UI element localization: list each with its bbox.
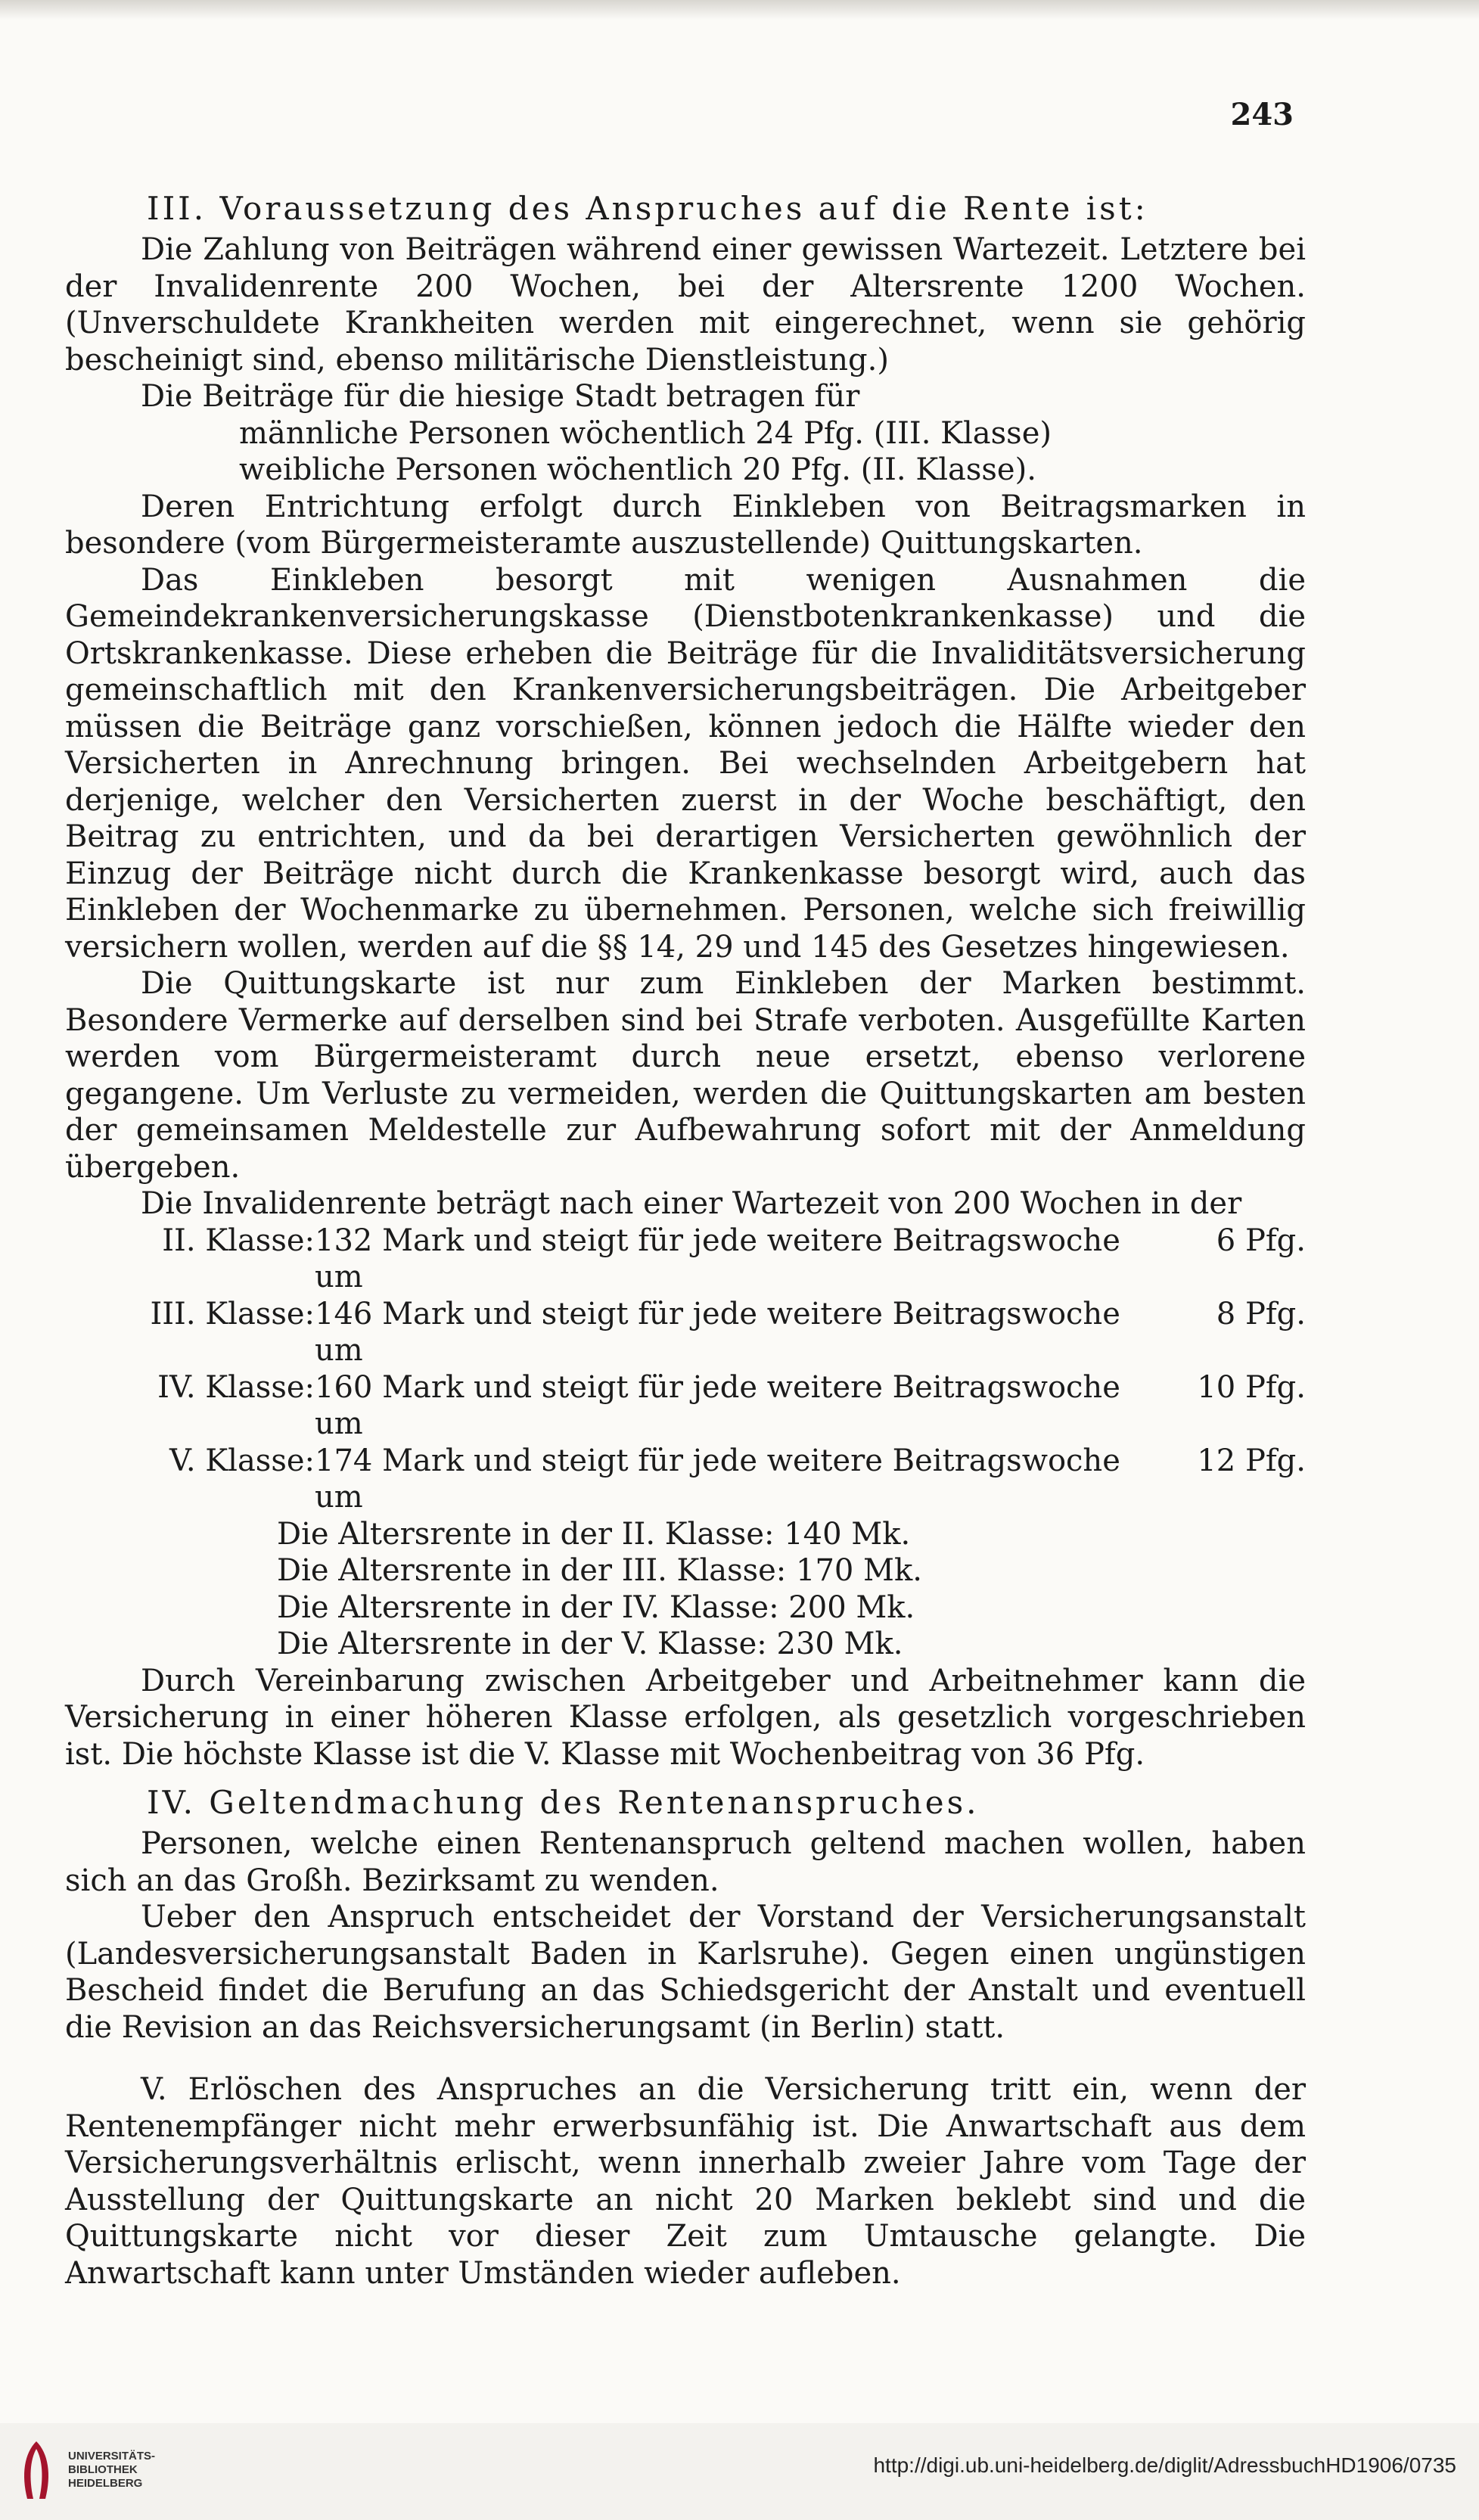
- paragraph: Die Invalidenrente beträgt nach einer Wartezeit von 200 Wochen in der: [141, 1186, 1242, 1221]
- rate-text: 174 Mark und steigt für jede weitere Beitragswoche um: [315, 1443, 1120, 1515]
- page-number: 243: [1230, 97, 1294, 132]
- university-library-logo: [17, 2438, 155, 2502]
- rate-row: [65, 1369, 1306, 1443]
- rate-value: 12 Pfg.: [1197, 1443, 1306, 1478]
- rate-value: 8 Pfg.: [1216, 1296, 1306, 1331]
- rate-class: V. Klasse:: [169, 1443, 315, 1478]
- paragraph: Durch Vereinbarung zwischen Arbeitgeber und Arbeitnehmer kann die Versicherung in einer höheren Klasse erfolgen, als gesetzlich vorgeschrieben ist. Die höchste Klasse ist die V. Klasse mit Wochenbeitrag von 36 Pfg.: [65, 1663, 1306, 1772]
- contribution-line-female: weibliche Personen wöchentlich 20 Pfg. (II. Klasse).: [239, 452, 1036, 487]
- paragraph: Ueber den Anspruch entscheidet der Vorstand der Versicherungsanstalt (Landesversicherungsanstalt Baden in Karlsruhe). Gegen einen ungünstigen Bescheid findet die Berufung an das Schiedsgericht der Anstalt und eventuell die Revision an das Reichsversicherungsamt (in Berlin) statt.: [65, 1900, 1306, 2045]
- rate-row: [65, 1296, 1306, 1369]
- altersrente-line: Die Altersrente in der V. Klasse: 230 Mk.: [277, 1627, 903, 1661]
- rate-text: 160 Mark und steigt für jede weitere Beitragswoche um: [315, 1369, 1120, 1441]
- footer-bar: [0, 2423, 1479, 2520]
- library-name: [68, 2450, 155, 2490]
- logo-line: UNIVERSITÄTS-: [68, 2450, 156, 2463]
- altersrente-line: Die Altersrente in der IV. Klasse: 200 Mk.: [277, 1589, 915, 1625]
- altersrente-list: [65, 1516, 1306, 1663]
- rate-value: 10 Pfg.: [1197, 1369, 1306, 1405]
- invalidenrente-table: [65, 1223, 1306, 1516]
- rate-value: 6 Pfg.: [1216, 1223, 1306, 1258]
- rate-class: II. Klasse:: [162, 1223, 315, 1258]
- altersrente-line: Die Altersrente in der III. Klasse: 170 Mk.: [277, 1553, 922, 1588]
- rate-class: IV. Klasse:: [157, 1369, 315, 1405]
- altersrente-line: Die Altersrente in der II. Klasse: 140 Mk.: [277, 1516, 911, 1552]
- rate-row: [65, 1223, 1306, 1296]
- section-iv-heading: IV. Geltendmachung des Rentenanspruches.: [147, 1784, 980, 1821]
- rate-text: 146 Mark und steigt für jede weitere Beitragswoche um: [315, 1296, 1120, 1368]
- logo-line: BIBLIOTHEK: [68, 2463, 138, 2476]
- scan-edge: [0, 0, 1479, 20]
- paragraph: Personen, welche einen Rentenanspruch geltend machen wollen, haben sich an das Großh. Bezirksamt zu wenden.: [65, 1826, 1306, 1898]
- rate-class: III. Klasse:: [150, 1296, 315, 1331]
- rate-row: [65, 1443, 1306, 1516]
- rate-text: 132 Mark und steigt für jede weitere Beitragswoche um: [315, 1223, 1120, 1294]
- page-body: [65, 189, 1306, 2292]
- logo-line: HEIDELBERG: [68, 2477, 143, 2490]
- paragraph: Die Zahlung von Beiträgen während einer gewissen Wartezeit. Letztere bei der Invalidenrente 200 Wochen, bei der Altersrente 1200 Wochen. (Unverschuldete Krankheiten werden mit eingerechnet, wenn sie gehörig bescheinigt sind, ebenso militärische Dienstleistung.): [65, 232, 1306, 378]
- paragraph: Die Beiträge für die hiesige Stadt betragen für: [141, 379, 860, 414]
- section-v-paragraph: V. Erlöschen des Anspruches an die Versicherung tritt ein, wenn der Rentenempfänger nicht mehr erwerbsunfähig ist. Die Anwartschaft aus dem Versicherungsverhältnis erlischt, wenn innerhalb zweier Jahre vom Tage der Ausstellung der Quittungskarte an nicht 20 Marken beklebt sind und die Quittungskarte nicht vor dieser Zeit zum Umtausche gelangte. Die Anwartschaft kann unter Umständen wieder aufleben.: [65, 2072, 1306, 2291]
- source-url-link[interactable]: http://digi.ub.uni-heidelberg.de/diglit/AdressbuchHD1906/0735: [873, 2453, 1456, 2477]
- paragraph: Deren Entrichtung erfolgt durch Einkleben von Beitragsmarken in besondere (vom Bürgermeisteramte auszustellende) Quittungskarten.: [65, 489, 1306, 561]
- library-logo-icon: [17, 2438, 56, 2502]
- contribution-line-male: männliche Personen wöchentlich 24 Pfg. (III. Klasse): [239, 415, 1052, 451]
- section-iii-heading: III. Voraussetzung des Anspruches auf die Rente ist:: [147, 190, 1148, 227]
- paragraph: Die Quittungskarte ist nur zum Einkleben der Marken bestimmt. Besondere Vermerke auf derselben sind bei Strafe verboten. Ausgefüllte Karten werden vom Bürgermeisteramt durch neue ersetzt, ebenso verlorene gegangene. Um Verluste zu vermeiden, werden die Quittungskarten am besten der gemeinsamen Meldestelle zur Aufbewahrung sofort mit der Anmeldung übergeben.: [65, 966, 1306, 1185]
- paragraph: Das Einkleben besorgt mit wenigen Ausnahmen die Gemeindekrankenversicherungskasse (Dienstbotenkrankenkasse) und die Ortskrankenkasse. Diese erheben die Beiträge für die Invaliditätsversicherung gemeinschaftlich mit den Krankenversicherungsbeiträgen. Die Arbeitgeber müssen die Beiträge ganz vorschießen, können jedoch die Hälfte wieder den Versicherten in Anrechnung bringen. Bei wechselnden Arbeitgebern hat derjenige, welcher den Versicherten zuerst in der Woche beschäftigt, den Beitrag zu entrichten, und da bei derartigen Versicherten gewöhnlich der Einzug der Beiträge nicht durch die Krankenkasse besorgt wird, auch das Einkleben der Wochenmarke zu übernehmen. Personen, welche sich freiwillig versichern wollen, werden auf die §§ 14, 29 und 145 des Gesetzes hingewiesen.: [65, 562, 1306, 965]
